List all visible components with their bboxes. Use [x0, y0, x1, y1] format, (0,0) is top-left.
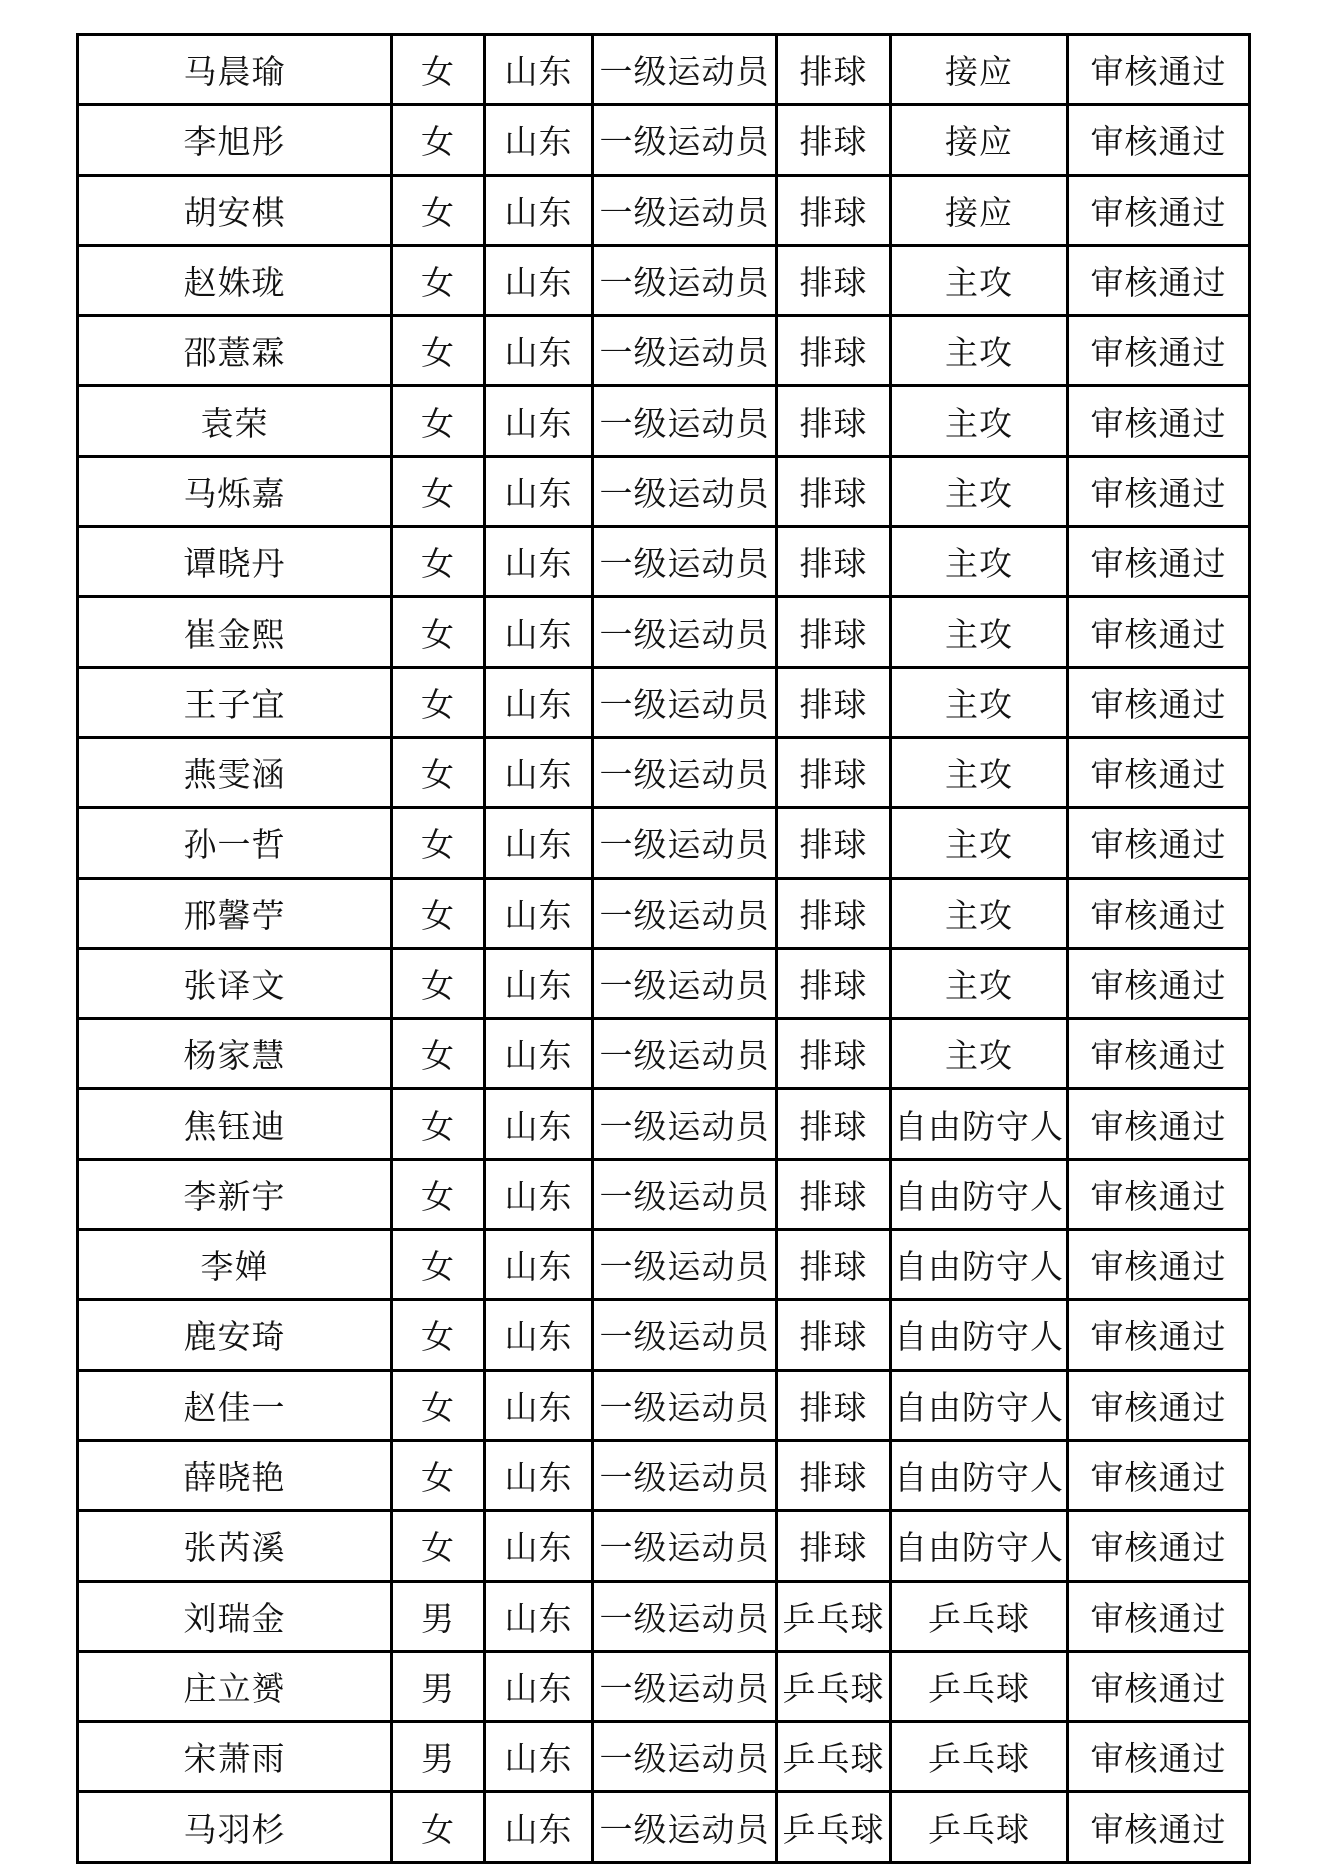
cell-review-status: 审核通过 [1068, 948, 1250, 1018]
cell-position: 乒乓球 [891, 1792, 1068, 1862]
cell-gender: 女 [392, 1370, 485, 1440]
table-row [78, 878, 1250, 948]
cell-province: 山东 [485, 105, 593, 175]
cell-review-status: 审核通过 [1068, 737, 1250, 807]
cell-position: 主攻 [891, 667, 1068, 737]
cell-athlete-name: 赵姝珑 [78, 245, 392, 315]
cell-athlete-level: 一级运动员 [593, 175, 777, 245]
cell-review-status: 审核通过 [1068, 316, 1250, 386]
cell-athlete-name: 王子宜 [78, 667, 392, 737]
cell-gender: 女 [392, 1230, 485, 1300]
table-row [78, 948, 1250, 1018]
cell-sport: 排球 [777, 386, 891, 456]
cell-province: 山东 [485, 1440, 593, 1510]
cell-province: 山东 [485, 456, 593, 526]
cell-athlete-level: 一级运动员 [593, 808, 777, 878]
cell-position: 主攻 [891, 386, 1068, 456]
table-row [78, 1651, 1250, 1721]
table-row [78, 1440, 1250, 1510]
table-row [78, 597, 1250, 667]
cell-sport: 排球 [777, 175, 891, 245]
cell-athlete-name: 燕雯涵 [78, 737, 392, 807]
table-row [78, 1792, 1250, 1862]
cell-gender: 女 [392, 35, 485, 105]
cell-athlete-name: 宋萧雨 [78, 1722, 392, 1792]
cell-sport: 排球 [777, 456, 891, 526]
cell-gender: 女 [392, 948, 485, 1018]
cell-review-status: 审核通过 [1068, 1230, 1250, 1300]
cell-review-status: 审核通过 [1068, 667, 1250, 737]
cell-sport: 排球 [777, 1230, 891, 1300]
cell-review-status: 审核通过 [1068, 386, 1250, 456]
cell-athlete-name: 马烁嘉 [78, 456, 392, 526]
cell-province: 山东 [485, 175, 593, 245]
table-row [78, 1511, 1250, 1581]
cell-sport: 排球 [777, 667, 891, 737]
roster-table-body [78, 35, 1250, 1863]
cell-athlete-level: 一级运动员 [593, 1511, 777, 1581]
cell-gender: 女 [392, 386, 485, 456]
table-row [78, 1581, 1250, 1651]
cell-athlete-name: 袁荣 [78, 386, 392, 456]
cell-province: 山东 [485, 1019, 593, 1089]
table-row [78, 175, 1250, 245]
cell-sport: 排球 [777, 1159, 891, 1229]
cell-gender: 女 [392, 245, 485, 315]
table-row [78, 808, 1250, 878]
cell-sport: 排球 [777, 878, 891, 948]
cell-position: 接应 [891, 175, 1068, 245]
cell-sport: 排球 [777, 1370, 891, 1440]
cell-athlete-level: 一级运动员 [593, 737, 777, 807]
cell-gender: 男 [392, 1581, 485, 1651]
athlete-roster-table [76, 33, 1251, 1864]
cell-province: 山东 [485, 527, 593, 597]
cell-position: 主攻 [891, 456, 1068, 526]
cell-athlete-level: 一级运动员 [593, 35, 777, 105]
cell-position: 主攻 [891, 878, 1068, 948]
cell-athlete-level: 一级运动员 [593, 245, 777, 315]
cell-gender: 女 [392, 1159, 485, 1229]
cell-sport: 排球 [777, 527, 891, 597]
table-row [78, 105, 1250, 175]
cell-sport: 排球 [777, 737, 891, 807]
cell-position: 主攻 [891, 597, 1068, 667]
cell-athlete-level: 一级运动员 [593, 386, 777, 456]
cell-review-status: 审核通过 [1068, 175, 1250, 245]
table-row [78, 386, 1250, 456]
cell-sport: 乒乓球 [777, 1651, 891, 1721]
cell-review-status: 审核通过 [1068, 1511, 1250, 1581]
table-row [78, 527, 1250, 597]
cell-position: 接应 [891, 35, 1068, 105]
cell-athlete-name: 邵薏霖 [78, 316, 392, 386]
cell-athlete-name: 李婵 [78, 1230, 392, 1300]
cell-province: 山东 [485, 948, 593, 1018]
table-row [78, 1300, 1250, 1370]
cell-review-status: 审核通过 [1068, 1722, 1250, 1792]
cell-position: 乒乓球 [891, 1651, 1068, 1721]
table-row [78, 1370, 1250, 1440]
cell-review-status: 审核通过 [1068, 1019, 1250, 1089]
cell-sport: 排球 [777, 35, 891, 105]
cell-review-status: 审核通过 [1068, 878, 1250, 948]
cell-position: 主攻 [891, 737, 1068, 807]
cell-review-status: 审核通过 [1068, 1581, 1250, 1651]
cell-province: 山东 [485, 1159, 593, 1229]
cell-province: 山东 [485, 1230, 593, 1300]
cell-review-status: 审核通过 [1068, 35, 1250, 105]
cell-sport: 排球 [777, 316, 891, 386]
table-row [78, 737, 1250, 807]
cell-province: 山东 [485, 597, 593, 667]
cell-athlete-name: 谭晓丹 [78, 527, 392, 597]
cell-athlete-name: 崔金熙 [78, 597, 392, 667]
cell-sport: 排球 [777, 1019, 891, 1089]
cell-gender: 女 [392, 737, 485, 807]
cell-province: 山东 [485, 1370, 593, 1440]
cell-gender: 女 [392, 1089, 485, 1159]
cell-athlete-level: 一级运动员 [593, 1722, 777, 1792]
cell-sport: 排球 [777, 597, 891, 667]
cell-sport: 排球 [777, 948, 891, 1018]
cell-review-status: 审核通过 [1068, 808, 1250, 878]
cell-position: 主攻 [891, 245, 1068, 315]
cell-position: 乒乓球 [891, 1581, 1068, 1651]
cell-position: 主攻 [891, 1019, 1068, 1089]
cell-athlete-name: 李旭彤 [78, 105, 392, 175]
table-row [78, 1159, 1250, 1229]
cell-athlete-level: 一级运动员 [593, 878, 777, 948]
cell-position: 自由防守人 [891, 1440, 1068, 1510]
cell-sport: 排球 [777, 1440, 891, 1510]
cell-athlete-name: 胡安棋 [78, 175, 392, 245]
cell-review-status: 审核通过 [1068, 1089, 1250, 1159]
cell-review-status: 审核通过 [1068, 1300, 1250, 1370]
cell-position: 自由防守人 [891, 1511, 1068, 1581]
cell-athlete-level: 一级运动员 [593, 1019, 777, 1089]
cell-province: 山东 [485, 316, 593, 386]
cell-sport: 乒乓球 [777, 1581, 891, 1651]
cell-province: 山东 [485, 737, 593, 807]
cell-athlete-name: 薛晓艳 [78, 1440, 392, 1510]
cell-gender: 女 [392, 1019, 485, 1089]
cell-position: 主攻 [891, 527, 1068, 597]
table-row [78, 1089, 1250, 1159]
cell-position: 自由防守人 [891, 1089, 1068, 1159]
cell-gender: 男 [392, 1722, 485, 1792]
cell-athlete-name: 焦钰迪 [78, 1089, 392, 1159]
cell-position: 接应 [891, 105, 1068, 175]
cell-position: 主攻 [891, 948, 1068, 1018]
cell-gender: 女 [392, 1440, 485, 1510]
cell-review-status: 审核通过 [1068, 597, 1250, 667]
cell-athlete-name: 邢馨苧 [78, 878, 392, 948]
cell-athlete-level: 一级运动员 [593, 948, 777, 1018]
cell-province: 山东 [485, 808, 593, 878]
cell-review-status: 审核通过 [1068, 1651, 1250, 1721]
cell-position: 自由防守人 [891, 1370, 1068, 1440]
cell-gender: 女 [392, 878, 485, 948]
cell-gender: 女 [392, 808, 485, 878]
cell-athlete-name: 孙一哲 [78, 808, 392, 878]
cell-athlete-level: 一级运动员 [593, 667, 777, 737]
cell-position: 自由防守人 [891, 1300, 1068, 1370]
cell-athlete-name: 张芮溪 [78, 1511, 392, 1581]
cell-province: 山东 [485, 1581, 593, 1651]
cell-review-status: 审核通过 [1068, 1370, 1250, 1440]
cell-review-status: 审核通过 [1068, 527, 1250, 597]
cell-province: 山东 [485, 1089, 593, 1159]
cell-athlete-level: 一级运动员 [593, 527, 777, 597]
cell-province: 山东 [485, 35, 593, 105]
cell-gender: 女 [392, 105, 485, 175]
cell-athlete-level: 一级运动员 [593, 1300, 777, 1370]
cell-review-status: 审核通过 [1068, 456, 1250, 526]
cell-province: 山东 [485, 1792, 593, 1862]
cell-athlete-name: 庄立赟 [78, 1651, 392, 1721]
cell-athlete-name: 李新宇 [78, 1159, 392, 1229]
cell-athlete-level: 一级运动员 [593, 597, 777, 667]
cell-gender: 女 [392, 597, 485, 667]
cell-sport: 乒乓球 [777, 1792, 891, 1862]
cell-athlete-level: 一级运动员 [593, 1440, 777, 1510]
cell-position: 主攻 [891, 808, 1068, 878]
cell-gender: 女 [392, 316, 485, 386]
cell-review-status: 审核通过 [1068, 1792, 1250, 1862]
cell-sport: 排球 [777, 105, 891, 175]
cell-position: 自由防守人 [891, 1230, 1068, 1300]
cell-position: 主攻 [891, 316, 1068, 386]
cell-review-status: 审核通过 [1068, 1159, 1250, 1229]
cell-review-status: 审核通过 [1068, 105, 1250, 175]
table-row [78, 245, 1250, 315]
cell-athlete-level: 一级运动员 [593, 1159, 777, 1229]
cell-athlete-name: 张译文 [78, 948, 392, 1018]
cell-gender: 男 [392, 1651, 485, 1721]
cell-athlete-name: 马羽杉 [78, 1792, 392, 1862]
cell-province: 山东 [485, 667, 593, 737]
cell-gender: 女 [392, 1511, 485, 1581]
cell-athlete-name: 刘瑞金 [78, 1581, 392, 1651]
cell-gender: 女 [392, 456, 485, 526]
cell-province: 山东 [485, 1651, 593, 1721]
cell-sport: 排球 [777, 1300, 891, 1370]
cell-review-status: 审核通过 [1068, 1440, 1250, 1510]
table-row [78, 316, 1250, 386]
cell-athlete-name: 鹿安琦 [78, 1300, 392, 1370]
table-row [78, 1019, 1250, 1089]
table-row [78, 456, 1250, 526]
cell-athlete-level: 一级运动员 [593, 1651, 777, 1721]
table-row [78, 667, 1250, 737]
cell-athlete-level: 一级运动员 [593, 1370, 777, 1440]
cell-position: 自由防守人 [891, 1159, 1068, 1229]
cell-athlete-level: 一级运动员 [593, 105, 777, 175]
cell-athlete-level: 一级运动员 [593, 1089, 777, 1159]
table-row [78, 1722, 1250, 1792]
cell-athlete-level: 一级运动员 [593, 1792, 777, 1862]
cell-athlete-level: 一级运动员 [593, 456, 777, 526]
cell-athlete-level: 一级运动员 [593, 1581, 777, 1651]
cell-athlete-name: 赵佳一 [78, 1370, 392, 1440]
table-row [78, 1230, 1250, 1300]
cell-gender: 女 [392, 1300, 485, 1370]
cell-athlete-level: 一级运动员 [593, 1230, 777, 1300]
cell-sport: 排球 [777, 1089, 891, 1159]
cell-gender: 女 [392, 175, 485, 245]
cell-athlete-level: 一级运动员 [593, 316, 777, 386]
cell-sport: 排球 [777, 1511, 891, 1581]
cell-gender: 女 [392, 667, 485, 737]
table-row [78, 35, 1250, 105]
cell-sport: 排球 [777, 808, 891, 878]
cell-position: 乒乓球 [891, 1722, 1068, 1792]
cell-province: 山东 [485, 245, 593, 315]
cell-athlete-name: 杨家慧 [78, 1019, 392, 1089]
cell-gender: 女 [392, 527, 485, 597]
cell-gender: 女 [392, 1792, 485, 1862]
cell-athlete-name: 马晨瑜 [78, 35, 392, 105]
cell-review-status: 审核通过 [1068, 245, 1250, 315]
cell-sport: 乒乓球 [777, 1722, 891, 1792]
cell-province: 山东 [485, 1511, 593, 1581]
cell-province: 山东 [485, 386, 593, 456]
cell-sport: 排球 [777, 245, 891, 315]
cell-province: 山东 [485, 1300, 593, 1370]
cell-province: 山东 [485, 878, 593, 948]
cell-province: 山东 [485, 1722, 593, 1792]
